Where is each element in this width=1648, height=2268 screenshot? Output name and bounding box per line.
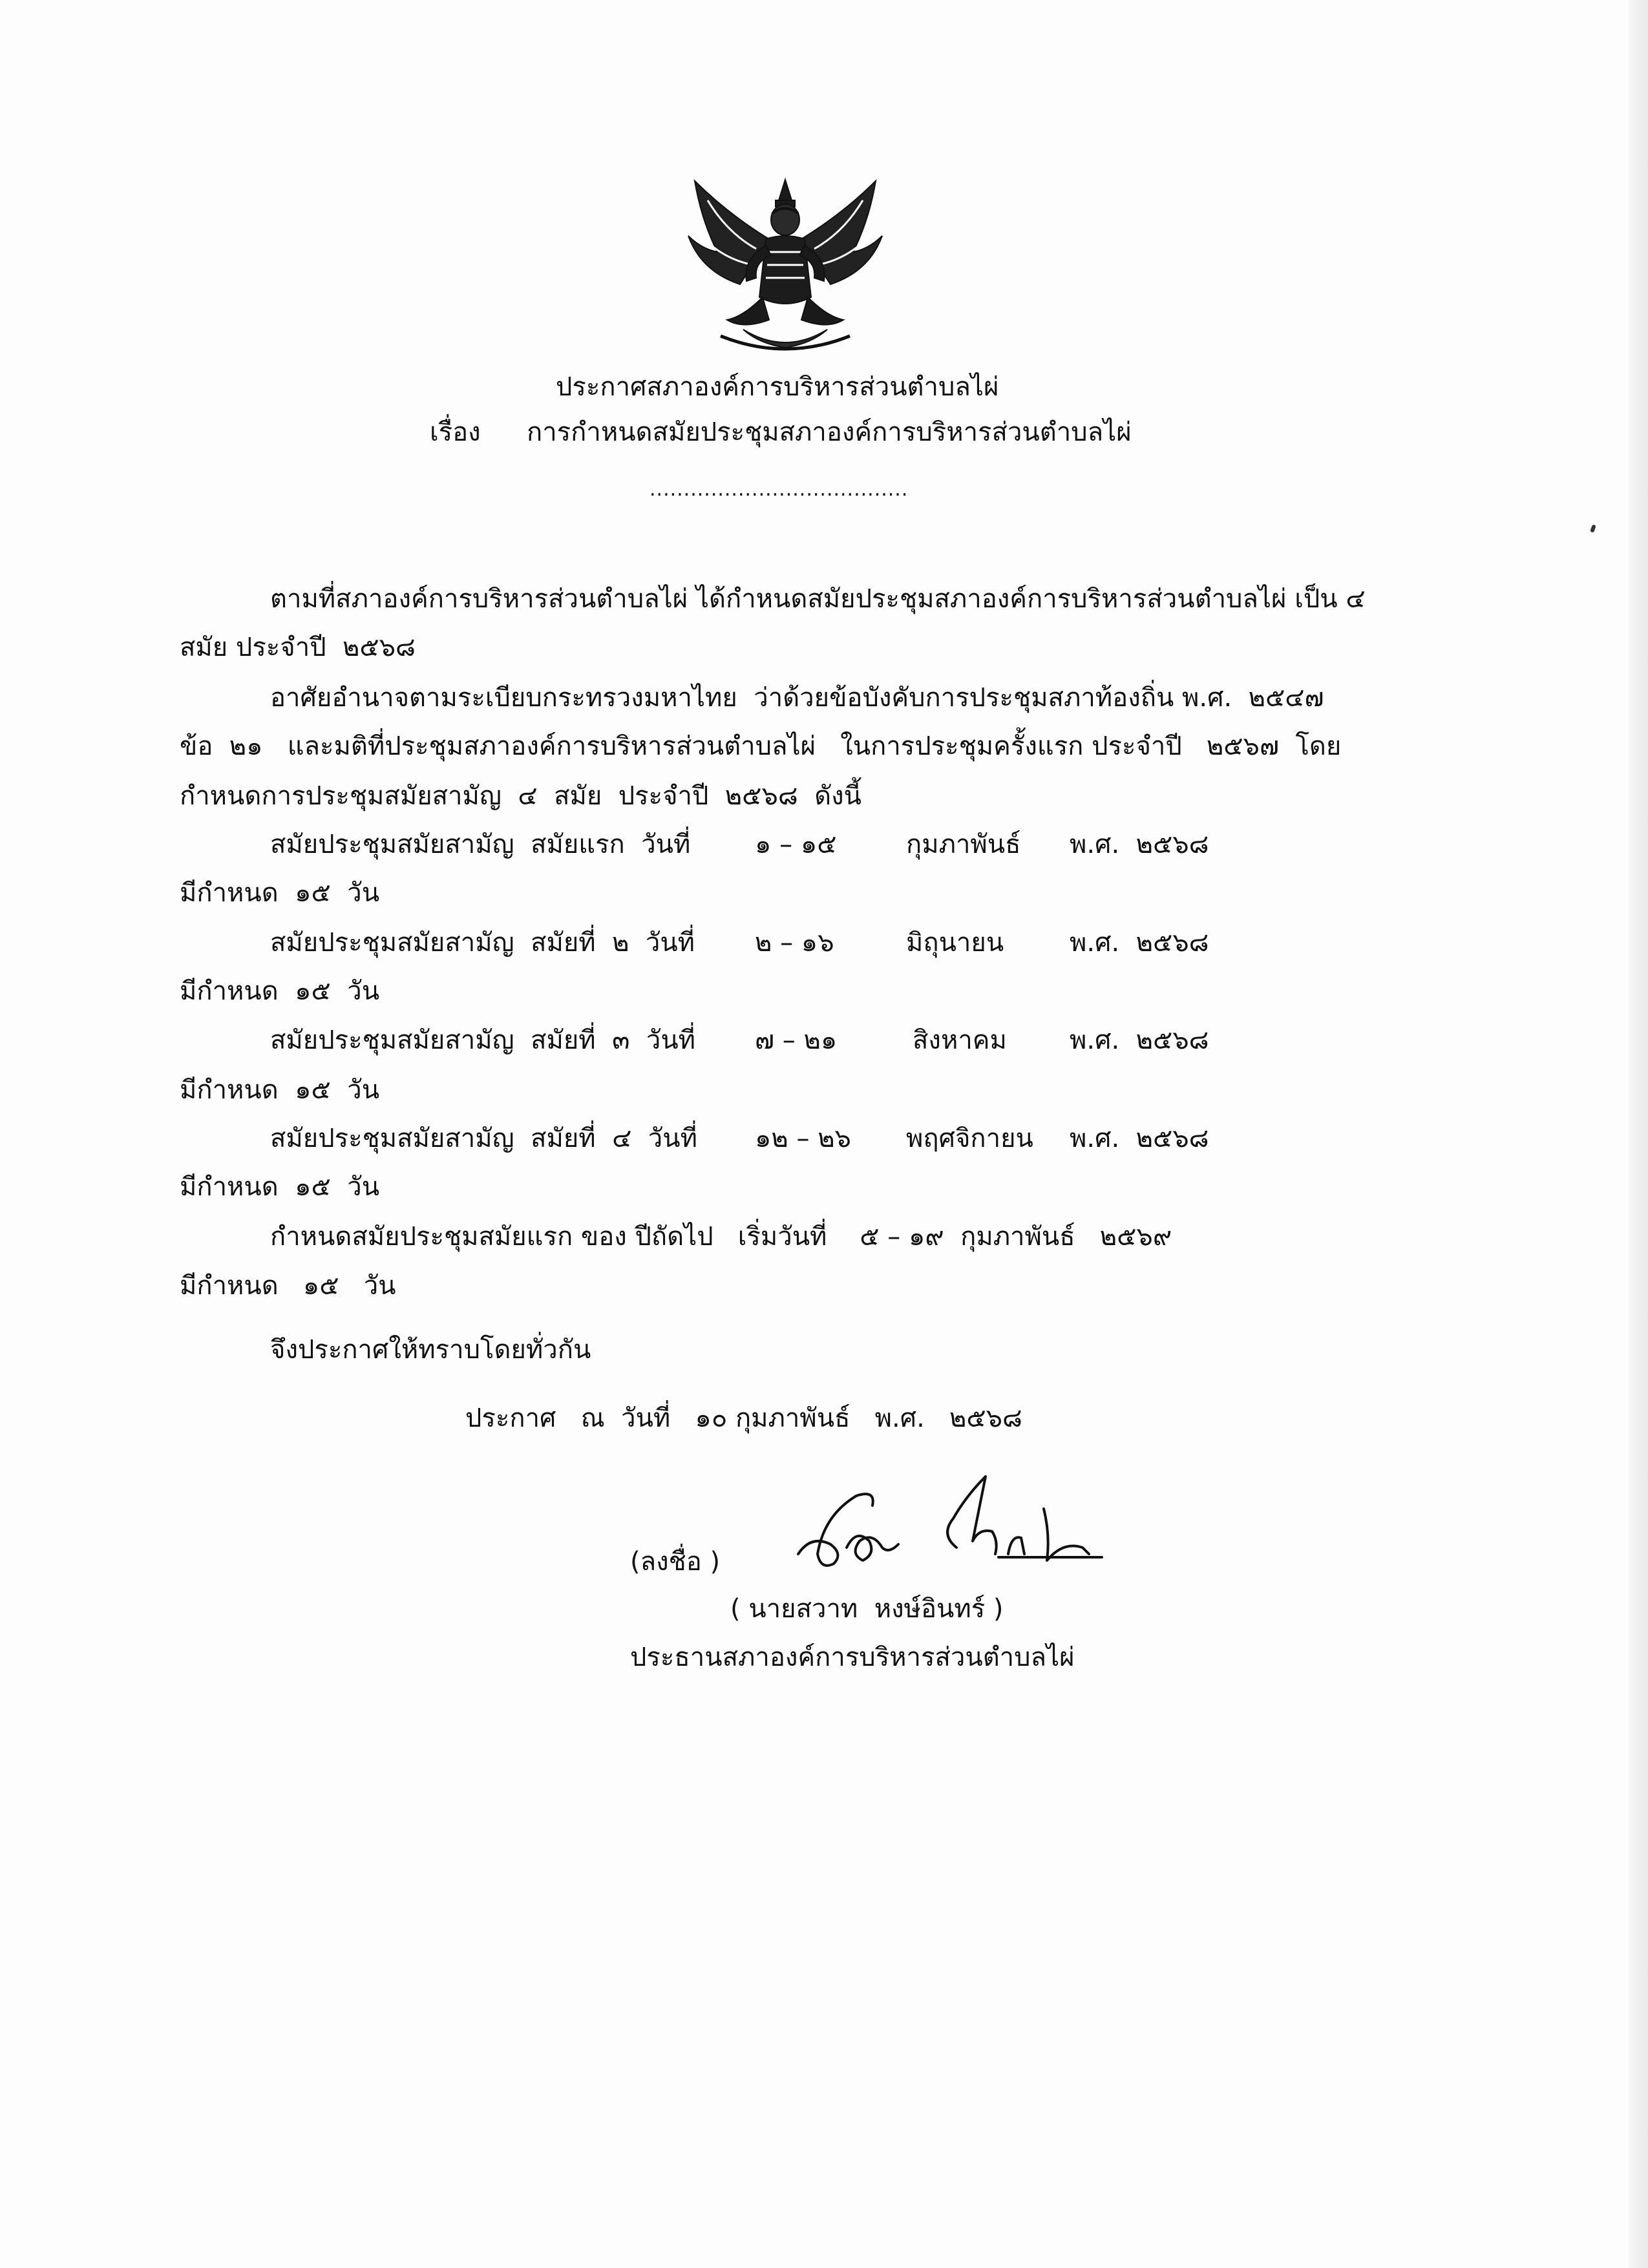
closing-statement: จึงประกาศให้ทราบโดยทั่วกัน: [270, 1335, 591, 1365]
para2-line1: อาศัยอำนาจตามระเบียบกระทรวงมหาไทย ว่าด้วยข้อบังคับการประชุมสภาท้องถิ่น พ.ศ. ๒๕๔๗: [270, 683, 1324, 713]
para1-line1: ตามที่สภาองค์การบริหารส่วนตำบลไผ่ ได้กำหนดสมัยประชุมสภาองค์การบริหารส่วนตำบลไผ่ เป็น ๔: [270, 584, 1366, 614]
next-year-duration: มีกำหนด ๑๕ วัน: [180, 1271, 396, 1301]
session-3-year: พ.ศ. ๒๕๖๘: [1070, 1025, 1209, 1055]
session-2-month: มิถุนายน: [906, 928, 1004, 958]
signatory-position: ประธานสภาองค์การบริหารส่วนตำบลไผ่: [630, 1643, 1075, 1672]
signature-label: (ลงชื่อ ): [630, 1547, 721, 1577]
subject-label: เรื่อง: [430, 417, 481, 447]
announcement-title: ประกาศสภาองค์การบริหารส่วนตำบลไผ่: [556, 372, 999, 402]
session-2-year: พ.ศ. ๒๕๖๘: [1070, 928, 1209, 958]
subject-text: การกำหนดสมัยประชุมสภาองค์การบริหารส่วนตำบลไผ่: [527, 417, 1132, 447]
session-3-dates: ๗ – ๒๑: [755, 1025, 838, 1055]
title-separator: ......................................: [650, 478, 909, 501]
session-4-duration: มีกำหนด ๑๕ วัน: [180, 1172, 380, 1202]
session-1-month: กุมภาพันธ์: [906, 830, 1021, 859]
signatory-name: ( นายสวาท หงษ์อินทร์ ): [730, 1594, 1004, 1624]
session-1-dates: ๑ – ๑๕: [755, 830, 837, 859]
announcement-date: ประกาศ ณ วันที่ ๑๐ กุมภาพันธ์ พ.ศ. ๒๕๖๘: [465, 1403, 1022, 1433]
session-3-month: สิงหาคม: [913, 1025, 1007, 1055]
garuda-emblem-icon: [682, 174, 889, 359]
para2-line3: กำหนดการประชุมสมัยสามัญ ๔ สมัย ประจำปี ๒๕๖๘ ดังนี้: [180, 781, 861, 811]
session-4-year: พ.ศ. ๒๕๖๘: [1070, 1124, 1209, 1153]
session-3-duration: มีกำหนด ๑๕ วัน: [180, 1075, 380, 1105]
session-4-name: สมัยประชุมสมัยสามัญ สมัยที่ ๔ วันที่: [270, 1124, 697, 1153]
scan-speck: [1590, 524, 1596, 532]
session-2-duration: มีกำหนด ๑๕ วัน: [180, 976, 380, 1006]
session-2-dates: ๒ – ๑๖: [755, 928, 834, 958]
para2-line2: ข้อ ๒๑ และมติที่ประชุมสภาองค์การบริหารส่วนตำบลไผ่ ในการประชุมครั้งแรก ประจำปี ๒๕๖๗ โดย: [180, 731, 1342, 761]
session-3-name: สมัยประชุมสมัยสามัญ สมัยที่ ๓ วันที่: [270, 1025, 696, 1055]
session-1-name: สมัยประชุมสมัยสามัญ สมัยแรก วันที่: [270, 830, 691, 859]
session-2-name: สมัยประชุมสมัยสามัญ สมัยที่ ๒ วันที่: [270, 928, 695, 958]
next-year-session: กำหนดสมัยประชุมสมัยแรก ของ ปีถัดไป เริ่มวันที่ ๕ – ๑๙ กุมภาพันธ์ ๒๕๖๙: [270, 1222, 1172, 1252]
session-1-duration: มีกำหนด ๑๕ วัน: [180, 878, 380, 908]
session-1-year: พ.ศ. ๒๕๖๘: [1070, 830, 1209, 859]
handwritten-signature: [785, 1457, 1121, 1586]
session-4-month: พฤศจิกายน: [906, 1124, 1033, 1153]
session-4-dates: ๑๒ – ๒๖: [755, 1124, 851, 1153]
page-edge-shadow: [1629, 0, 1648, 2268]
para1-line2: สมัย ประจำปี ๒๕๖๘: [180, 633, 416, 662]
